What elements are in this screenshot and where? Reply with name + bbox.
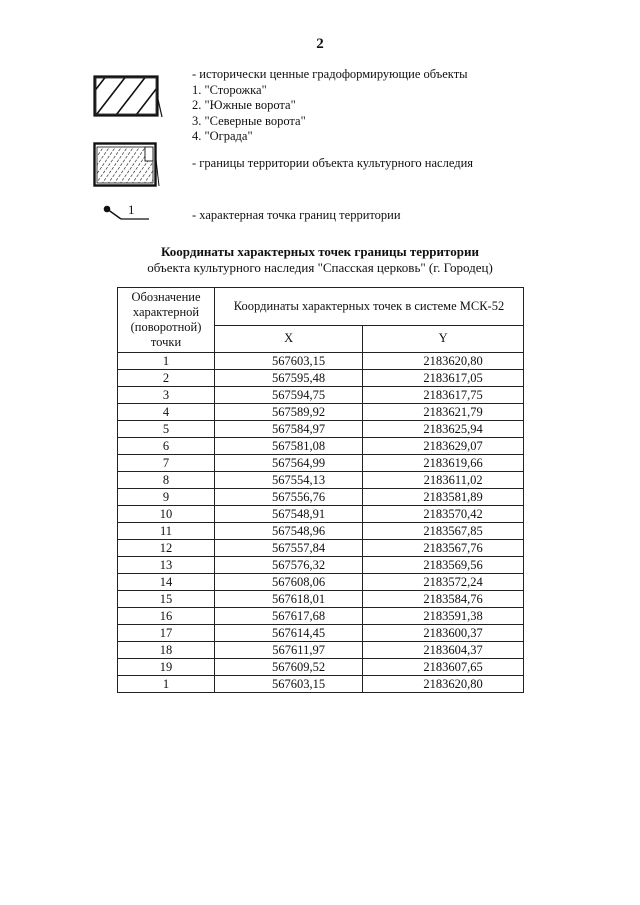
table-subtitle: объекта культурного наследия "Спасская церковь" (г. Городец) (147, 260, 493, 275)
table-row (118, 489, 524, 506)
heritage-item: 4. "Ограда" (192, 129, 253, 144)
x-coordinate-cell: 567609,52 (215, 659, 363, 676)
point-number-cell: 14 (118, 574, 215, 591)
point-number-cell: 10 (118, 506, 215, 523)
point-number-cell: 19 (118, 659, 215, 676)
x-coordinate-cell: 567576,32 (215, 557, 363, 574)
point-number-cell: 11 (118, 523, 215, 540)
table-row (118, 404, 524, 421)
point-number-cell: 18 (118, 642, 215, 659)
point-number-cell: 4 (118, 404, 215, 421)
point-number-cell: 17 (118, 625, 215, 642)
x-coordinate-cell: 567608,06 (215, 574, 363, 591)
heritage-objects-hatch-icon (93, 75, 163, 119)
point-number-cell: 15 (118, 591, 215, 608)
point-number-cell: 16 (118, 608, 215, 625)
x-coordinate-cell: 567611,97 (215, 642, 363, 659)
point-number-cell: 1 (118, 676, 215, 693)
x-coordinate-cell: 567556,76 (215, 489, 363, 506)
table-row (118, 455, 524, 472)
heritage-objects-caption: - исторически ценные градоформирующие объекты (192, 67, 468, 81)
y-coordinate-cell: 2183604,37 (363, 642, 524, 659)
point-number-cell: 7 (118, 455, 215, 472)
territory-boundary-hatch-icon (93, 142, 163, 188)
characteristic-point-marker-label: 1 (128, 202, 135, 217)
y-coordinate-cell: 2183600,37 (363, 625, 524, 642)
table-row (118, 676, 524, 693)
territory-boundary-legend (192, 156, 473, 172)
y-coordinate-cell: 2183617,75 (363, 387, 524, 404)
header-coordinate-system: Координаты характерных точек в системе МСК-52 (215, 288, 524, 326)
header-y: Y (363, 325, 524, 352)
y-coordinate-cell: 2183629,07 (363, 438, 524, 455)
page-number: 2 (316, 36, 324, 52)
y-coordinate-cell: 2183625,94 (363, 421, 524, 438)
territory-boundary-caption: - границы территории объекта культурного наследия (192, 156, 474, 170)
table-row (118, 659, 524, 676)
x-coordinate-cell: 567617,68 (215, 608, 363, 625)
heritage-item: 2. "Южные ворота" (192, 98, 296, 113)
x-coordinate-cell: 567564,99 (215, 455, 363, 472)
x-coordinate-cell: 567618,01 (215, 591, 363, 608)
table-row (118, 625, 524, 642)
y-coordinate-cell: 2183620,80 (363, 353, 524, 370)
y-coordinate-cell: 2183569,56 (363, 557, 524, 574)
table-row (118, 574, 524, 591)
x-coordinate-cell: 567603,15 (215, 353, 363, 370)
y-coordinate-cell: 2183611,02 (363, 472, 524, 489)
table-row (118, 591, 524, 608)
table-row (118, 540, 524, 557)
x-coordinate-cell: 567584,97 (215, 421, 363, 438)
y-coordinate-cell: 2183617,05 (363, 370, 524, 387)
y-coordinate-cell: 2183581,89 (363, 489, 524, 506)
table-row (118, 557, 524, 574)
y-coordinate-cell: 2183584,76 (363, 591, 524, 608)
coordinates-table (117, 287, 524, 693)
point-number-cell: 1 (118, 353, 215, 370)
y-coordinate-cell: 2183619,66 (363, 455, 524, 472)
header-point-designation: Обозначение характерной (поворотной) точки (118, 288, 215, 353)
x-coordinate-cell: 567548,91 (215, 506, 363, 523)
y-coordinate-cell: 2183607,65 (363, 659, 524, 676)
header-x: X (215, 325, 363, 352)
table-row (118, 353, 524, 370)
x-coordinate-cell: 567614,45 (215, 625, 363, 642)
point-number-cell: 2 (118, 370, 215, 387)
table-row (118, 421, 524, 438)
x-coordinate-cell: 567603,15 (215, 676, 363, 693)
y-coordinate-cell: 2183567,76 (363, 540, 524, 557)
table-row (118, 506, 524, 523)
table-row (118, 608, 524, 625)
point-number-cell: 8 (118, 472, 215, 489)
table-row (118, 523, 524, 540)
point-number-cell: 13 (118, 557, 215, 574)
point-number-cell: 5 (118, 421, 215, 438)
table-row (118, 472, 524, 489)
x-coordinate-cell: 567557,84 (215, 540, 363, 557)
table-row (118, 387, 524, 404)
x-coordinate-cell: 567594,75 (215, 387, 363, 404)
characteristic-point-legend (192, 208, 401, 224)
x-coordinate-cell: 567595,48 (215, 370, 363, 387)
y-coordinate-cell: 2183591,38 (363, 608, 524, 625)
x-coordinate-cell: 567548,96 (215, 523, 363, 540)
point-number-cell: 12 (118, 540, 215, 557)
table-row (118, 642, 524, 659)
heritage-item: 3. "Северные ворота" (192, 113, 306, 128)
heritage-objects-legend (192, 67, 468, 145)
y-coordinate-cell: 2183620,80 (363, 676, 524, 693)
x-coordinate-cell: 567589,92 (215, 404, 363, 421)
heritage-item: 1. "Сторожка" (192, 82, 267, 97)
y-coordinate-cell: 2183570,42 (363, 506, 524, 523)
characteristic-point-caption: - характерная точка границ территории (192, 208, 401, 222)
table-title: Координаты характерных точек границы территории (161, 244, 479, 259)
x-coordinate-cell: 567554,13 (215, 472, 363, 489)
point-number-cell: 6 (118, 438, 215, 455)
y-coordinate-cell: 2183572,24 (363, 574, 524, 591)
point-number-cell: 3 (118, 387, 215, 404)
y-coordinate-cell: 2183567,85 (363, 523, 524, 540)
table-row (118, 370, 524, 387)
x-coordinate-cell: 567581,08 (215, 438, 363, 455)
point-number-cell: 9 (118, 489, 215, 506)
y-coordinate-cell: 2183621,79 (363, 404, 524, 421)
table-row (118, 438, 524, 455)
